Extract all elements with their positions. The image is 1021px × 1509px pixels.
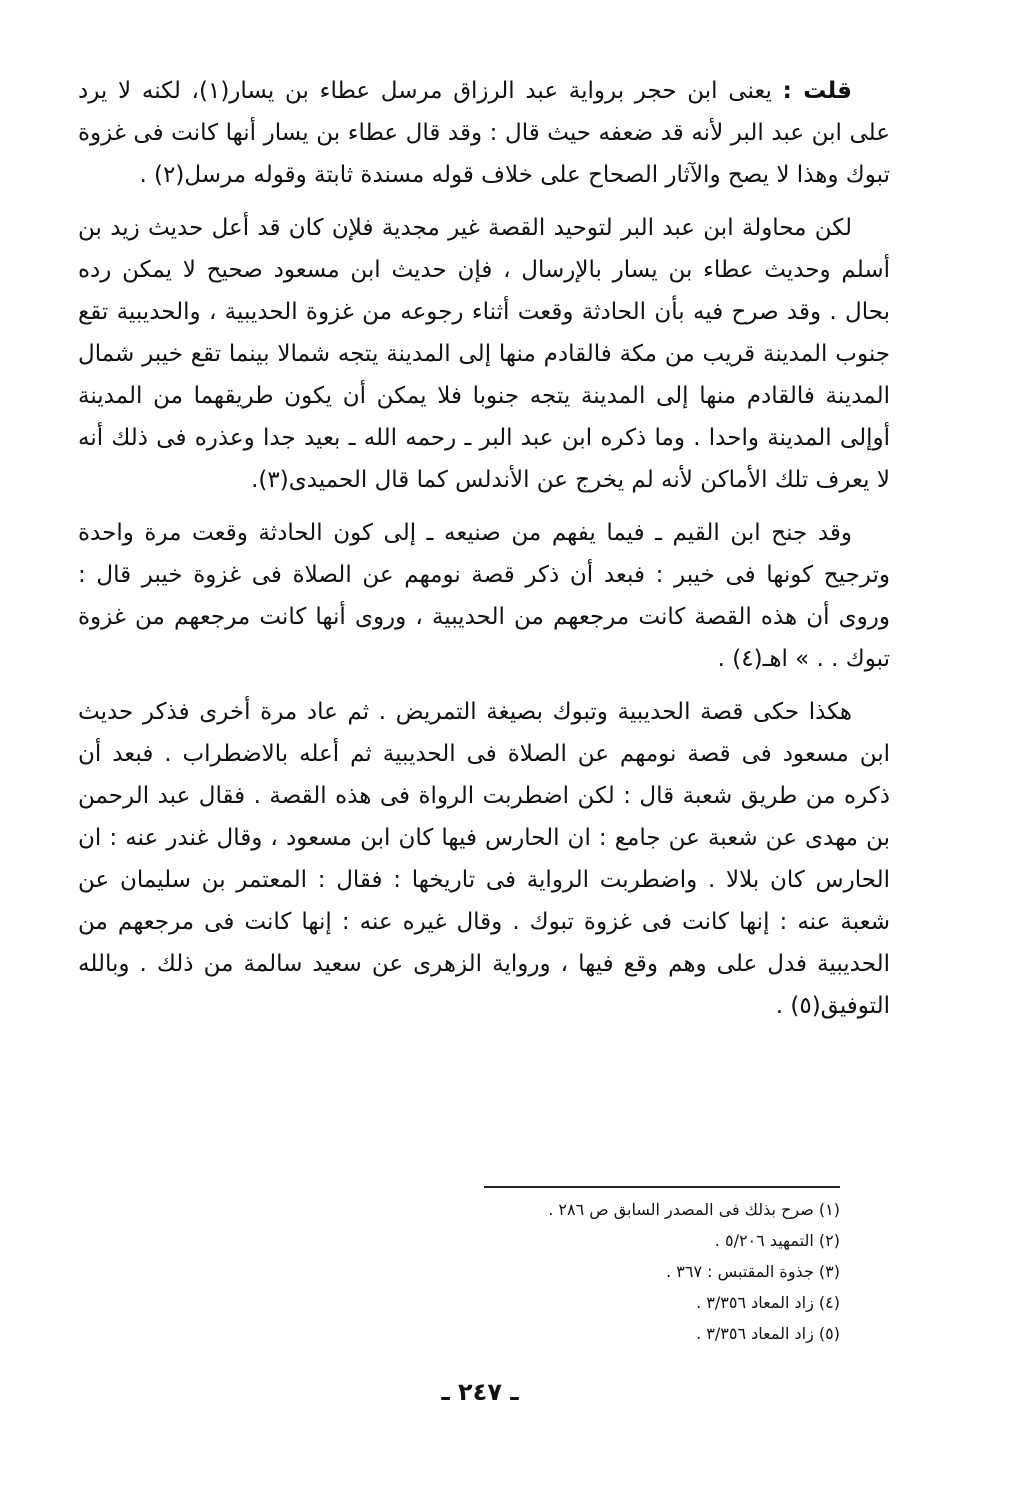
paragraph-text: هكذا حكى قصة الحديبية وتبوك بصيغة التمريض . ثم عاد مرة أخرى فذكر حديث ابن مسعود فى قصة نومهم عن الصلاة فى الحديبية ثم أعله بالاضطراب . فبعد أن ذكره من طريق شعبة قال : لكن اضطربت الرواة فى هذه القصة . فقال عبد الرحمن بن مهدى عن شعبة عن جامع : ان الحارس فيها كان ابن مسعود ، وقال غندر عنه : ان الحارس كان بلالا . واضطربت الرواية فى تاريخها : فقال : المعتمر بن سليمان عن شعبة عنه : إنها كانت فى غزوة تبوك . وقال غيره عنه : إنها كانت فى مرجعهم من الحديبية فدل على وهم وقع فيها ، ورواية الزهرى عن سعيد سالمة من ذلك . وبالله التوفيق(٥) .	[78, 699, 890, 1019]
footnote-3: (٣) جذوة المقتبس : ٣٦٧ .	[666, 1262, 840, 1281]
footnote-5: (٥) زاد المعاد ٣/٣٥٦ .	[696, 1324, 840, 1343]
footnote-1: (١) صرح بذلك فى المصدر السابق ص ٢٨٦ .	[548, 1200, 840, 1219]
main-text	[78, 70, 890, 1038]
paragraph-text: لكن محاولة ابن عبد البر لتوحيد القصة غير مجدية فلإن كان قد أعل حديث زيد بن أسلم وحديث عطاء بن يسار بالإرسال ، فإن حديث ابن مسعود صحيح لا يمكن رده بحال . وقد صرح فيه بأن الحادثة وقعت أثناء رجوعه من غزوة الحديبية ، والحديبية تقع جنوب المدينة قريب من مكة فالقادم منها إلى المدينة يتجه شمالا بينما تقع خيبر شمال المدينة فالقادم منها إلى المدينة يتجه جنوبا فلا يمكن أن يكون طريقهما من المدينة أوإلى المدينة واحدا . وما ذكره ابن عبد البر ـ رحمه الله ـ بعيد جدا وعذره فى ذلك أنه لا يعرف تلك الأماكن لأنه لم يخرج عن الأندلس كما قال الحميدى(٣).	[78, 215, 890, 493]
page-number: ـ ٢٤٧ ـ	[441, 1378, 519, 1406]
paragraph-2	[78, 207, 890, 501]
paragraph-text: يعنى ابن حجر برواية عبد الرزاق مرسل عطاء بن يسار(١)، لكنه لا يرد على ابن عبد البر لأنه قد ضعفه حيث قال : وقد قال عطاء بن يسار أنها كانت فى غزوة تبوك وهذا لا يصح والآثار الصحاح على خلاف قوله مسندة ثابتة وقوله مرسل(٢) .	[78, 78, 890, 188]
footnote-4: (٤) زاد المعاد ٣/٣٥٦ .	[696, 1293, 840, 1312]
footnotes	[420, 1194, 840, 1349]
paragraph-3	[78, 512, 890, 680]
paragraph-lead: قلت :	[782, 78, 852, 104]
paragraph-1	[78, 70, 890, 196]
footnote-divider	[484, 1186, 840, 1188]
footnote-2: (٢) التمهيد ٥/٢٠٦ .	[714, 1231, 840, 1250]
paragraph-text: وقد جنح ابن القيم ـ فيما يفهم من صنيعه ـ إلى كون الحادثة وقعت مرة واحدة وترجيح كونها فى خيبر : فبعد أن ذكر قصة نومهم عن الصلاة فى غزوة خيبر قال : وروى أن هذه القصة كانت مرجعهم من الحديبية ، وروى أنها كانت مرجعهم من غزوة تبوك . . » اهـ(٤) .	[78, 520, 890, 672]
paragraph-4	[78, 691, 890, 1027]
